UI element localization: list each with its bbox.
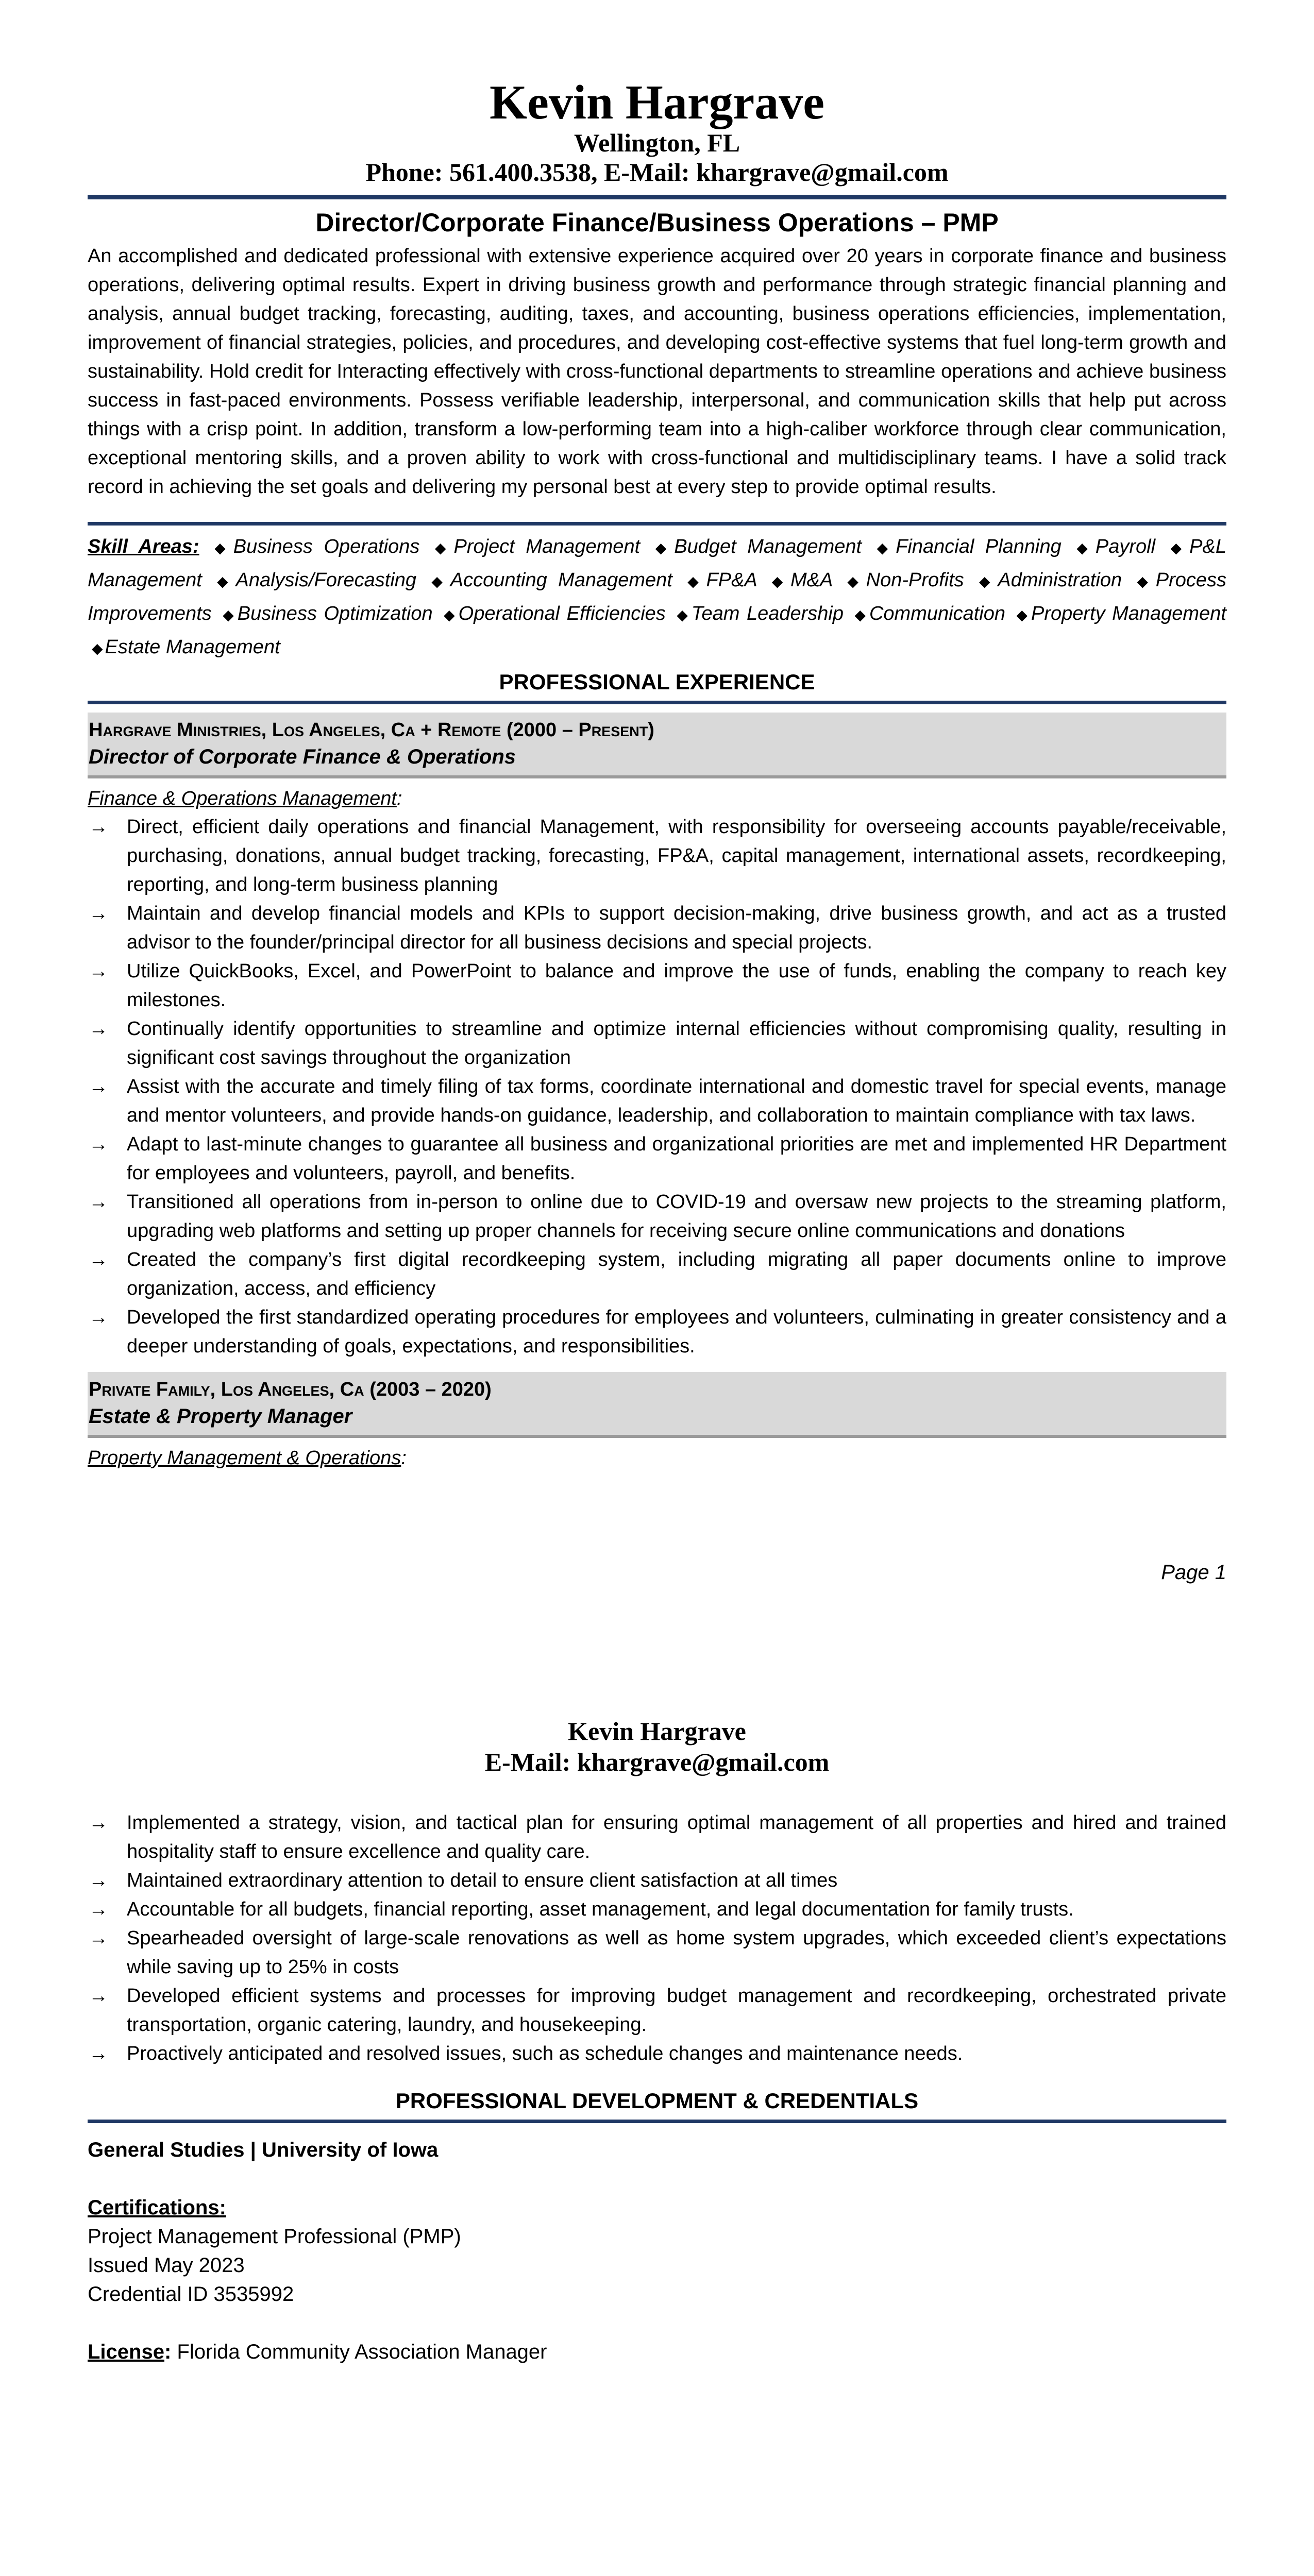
skill-areas-label: Skill Areas: bbox=[88, 535, 199, 557]
candidate-contact: Phone: 561.400.3538, E-Mail: khargrave@gmail.com bbox=[365, 158, 949, 187]
arrow-right-icon: → bbox=[89, 1306, 108, 1328]
job-subhead bbox=[88, 1444, 1226, 1472]
job-bullet-text: Proactively anticipated and resolved issues, such as schedule changes and maintenance needs. bbox=[127, 2043, 963, 2064]
job-company: Hargrave Ministries, Los Angeles, Ca + Remote (2000 – Present) bbox=[89, 719, 654, 741]
job-bullet-text: Assist with the accurate and timely filing of tax forms, coordinate international and domestic travel for special events, manage and mentor volunteers, and provide hands-on guidance, leadership, and collaboration to maintain compliance with tax laws. bbox=[127, 1075, 1226, 1126]
skill-areas bbox=[88, 531, 1226, 665]
diamond-bullet-icon: ◆ bbox=[655, 539, 672, 556]
job-bullet bbox=[88, 1130, 1226, 1188]
job-bullet-text: Developed efficient systems and processes for improving budget management and recordkeeping, orchestrated private transportation, organic catering, laundry, and housekeeping. bbox=[127, 1985, 1226, 2036]
job-bullet-text: Maintain and develop financial models and KPIs to support decision-making, drive business growth, and act as a trusted advisor to the founder/principal director for all business decisions and special projects. bbox=[127, 902, 1226, 953]
candidate-location: Wellington, FL bbox=[574, 128, 740, 157]
job-bullet-text: Spearheaded oversight of large-scale renovations as well as home system upgrades, which exceeded client’s expectations while saving up to 25% in costs bbox=[127, 1927, 1226, 1978]
job-bullet bbox=[88, 957, 1226, 1014]
skill-item: Business Operations bbox=[233, 535, 420, 557]
candidate-name: Kevin Hargrave bbox=[489, 76, 824, 129]
job-subhead-colon: : bbox=[401, 1447, 407, 1469]
diamond-bullet-icon: ◆ bbox=[1137, 573, 1154, 589]
job-bullet-text: Transitioned all operations from in-person to online due to COVID-19 and oversaw new projects to the streaming platform, upgrading web platforms and setting up proper channels for receiving secure online communications and donations bbox=[127, 1191, 1226, 1242]
arrow-right-icon: → bbox=[89, 1927, 108, 1949]
resume-headline: Director/Corporate Finance/Business Operations – PMP bbox=[315, 208, 999, 237]
license-entry bbox=[88, 2337, 1226, 2366]
arrow-right-icon: → bbox=[89, 1985, 108, 2007]
certification-name: Project Management Professional (PMP) bbox=[88, 2225, 461, 2248]
skills-divider bbox=[88, 522, 1226, 526]
job-bullet bbox=[88, 1014, 1226, 1072]
job-bullet bbox=[88, 1303, 1226, 1361]
skill-item: Property Management bbox=[1031, 602, 1226, 624]
diamond-bullet-icon: ◆ bbox=[677, 606, 689, 623]
candidate-name-repeat: Kevin Hargrave bbox=[568, 1717, 746, 1745]
job-bullet bbox=[88, 1245, 1226, 1303]
job-title: Estate & Property Manager bbox=[89, 1404, 352, 1428]
job-header-private-family bbox=[88, 1372, 1226, 1438]
skill-item: Process Improvements bbox=[88, 569, 1227, 624]
arrow-right-icon: → bbox=[89, 902, 108, 924]
job-bullet bbox=[88, 1924, 1226, 1981]
job-bullet bbox=[88, 1895, 1226, 1924]
job-bullet-text: Direct, efficient daily operations and financial Management, with responsibility for overseeing accounts payable/receivable, purchasing, donations, annual budget tracking, forecasting, FP&A, capital management, international assets, recordkeeping, reporting, and long-term business planning bbox=[127, 816, 1226, 895]
experience-divider bbox=[88, 701, 1226, 704]
job-bullet bbox=[88, 1808, 1226, 1866]
diamond-bullet-icon: ◆ bbox=[1076, 539, 1093, 556]
skill-item: M&A bbox=[790, 569, 832, 591]
job-subhead-text: Property Management & Operations bbox=[88, 1447, 401, 1469]
arrow-right-icon: → bbox=[89, 1812, 108, 1834]
arrow-right-icon: → bbox=[89, 1075, 108, 1097]
job-bullet bbox=[88, 1981, 1226, 2039]
job-company: Private Family, Los Angeles, Ca (2003 – 2020) bbox=[89, 1378, 492, 1400]
skill-item: P&L Management bbox=[88, 535, 1226, 591]
professional-summary: An accomplished and dedicated professional with extensive experience acquired over 20 years in corporate finance and business operations, delivering optimal results. Expert in driving business growth and performance through strategic financial planning and analysis, annual budget tracking, forecasting, auditing, taxes, and accounting, business operations efficiencies, implementation, improvement of financial strategies, policies, and procedures, and developing cost-effective systems that fuel long-term growth and sustainability. Hold credit for Interacting effectively with cross-functional departments to streamline operations and achieve business success in fast-paced environments. Possess verifiable leadership, interpersonal, and communication skills that help put across things with a crisp point. In addition, transform a low-performing team into a high-caliber workforce through clear communication, exceptional mentoring skills, and a proven ability to work with cross-functional and multidisciplinary teams. I have a solid track record in achieving the set goals and delivering my personal best at every step to provide optimal results. bbox=[88, 245, 1226, 498]
candidate-email-repeat: E-Mail: khargrave@gmail.com bbox=[484, 1748, 830, 1776]
skill-item: Non-Profits bbox=[866, 569, 964, 591]
job-subhead bbox=[88, 785, 1226, 812]
job-header-hargrave-ministries bbox=[88, 713, 1226, 778]
credentials-divider bbox=[88, 2120, 1226, 2123]
job-bullet bbox=[88, 1072, 1226, 1130]
diamond-bullet-icon: ◆ bbox=[431, 573, 448, 589]
certification-credential-id: Credential ID 3535992 bbox=[88, 2283, 294, 2306]
arrow-right-icon: → bbox=[89, 1018, 108, 1040]
header-divider bbox=[88, 195, 1226, 199]
diamond-bullet-icon: ◆ bbox=[1016, 606, 1029, 623]
education-entry: General Studies | University of Iowa bbox=[88, 2139, 439, 2161]
skill-item: Financial Planning bbox=[896, 535, 1062, 557]
diamond-bullet-icon: ◆ bbox=[223, 606, 235, 623]
job-bullet-text: Developed the first standardized operating procedures for employees and volunteers, culminating in greater consistency and a deeper understanding of goals, expectations, and responsibilities. bbox=[127, 1306, 1226, 1357]
job-bullet-list bbox=[88, 812, 1226, 1361]
job-bullet-text: Maintained extraordinary attention to detail to ensure client satisfaction at all times bbox=[127, 1870, 838, 1891]
skill-item: Payroll bbox=[1095, 535, 1156, 557]
skill-item: Analysis/Forecasting bbox=[235, 569, 417, 591]
diamond-bullet-icon: ◆ bbox=[979, 573, 996, 589]
diamond-bullet-icon: ◆ bbox=[854, 606, 867, 623]
certifications-label-colon: : bbox=[219, 2196, 226, 2219]
page-number: Page 1 bbox=[1161, 1561, 1226, 1584]
diamond-bullet-icon: ◆ bbox=[92, 640, 103, 656]
job-bullet bbox=[88, 1188, 1226, 1245]
arrow-right-icon: → bbox=[89, 960, 108, 982]
arrow-right-icon: → bbox=[89, 1191, 108, 1213]
arrow-right-icon: → bbox=[89, 1899, 108, 1920]
arrow-right-icon: → bbox=[89, 1133, 108, 1155]
job-bullet bbox=[88, 1866, 1226, 1895]
resume-page-1 bbox=[88, 77, 1226, 1674]
arrow-right-icon: → bbox=[89, 1870, 108, 1891]
diamond-bullet-icon: ◆ bbox=[434, 539, 452, 556]
diamond-bullet-icon: ◆ bbox=[214, 539, 231, 556]
skill-item: Business Optimization bbox=[237, 602, 433, 624]
job-bullet-text: Utilize QuickBooks, Excel, and PowerPoint to balance and improve the use of funds, enabling the company to reach key milestones. bbox=[127, 960, 1226, 1011]
job-subhead-text: Finance & Operations Management bbox=[88, 787, 397, 809]
experience-section-title: PROFESSIONAL EXPERIENCE bbox=[499, 669, 815, 694]
job-subhead-colon: : bbox=[396, 787, 402, 809]
skill-areas-list bbox=[88, 536, 1226, 658]
diamond-bullet-icon: ◆ bbox=[847, 573, 864, 589]
diamond-bullet-icon: ◆ bbox=[771, 573, 789, 589]
arrow-right-icon: → bbox=[89, 816, 108, 838]
license-value: Florida Community Association Manager bbox=[171, 2341, 547, 2363]
diamond-bullet-icon: ◆ bbox=[1170, 539, 1188, 556]
skill-item: Administration bbox=[998, 569, 1122, 591]
job-bullet-text: Continually identify opportunities to streamline and optimize internal efficiencies without compromising quality, resulting in significant cost savings throughout the organization bbox=[127, 1018, 1226, 1069]
job-bullet-text: Created the company’s first digital recordkeeping system, including migrating all paper documents online to improve organization, access, and efficiency bbox=[127, 1248, 1226, 1299]
certification-issued: Issued May 2023 bbox=[88, 2254, 245, 2277]
skill-item: Team Leadership bbox=[691, 602, 844, 624]
skill-item: Accounting Management bbox=[450, 569, 672, 591]
diamond-bullet-icon: ◆ bbox=[217, 573, 234, 589]
skill-item: FP&A bbox=[706, 569, 757, 591]
job-bullet-text: Adapt to last-minute changes to guarantee all business and organizational priorities are met and implemented HR Department for employees and volunteers, payroll, and benefits. bbox=[127, 1133, 1226, 1184]
job-bullet bbox=[88, 2039, 1226, 2068]
job-bullet-list bbox=[88, 1808, 1226, 2068]
skill-item: Operational Efficiencies bbox=[458, 602, 666, 624]
job-bullet-text: Implemented a strategy, vision, and tactical plan for ensuring optimal management of all properties and hired and trained hospitality staff to ensure excellence and quality care. bbox=[127, 1812, 1226, 1862]
diamond-bullet-icon: ◆ bbox=[877, 539, 894, 556]
license-label: License bbox=[88, 2341, 164, 2363]
certifications-label bbox=[88, 2193, 1226, 2222]
job-bullet bbox=[88, 812, 1226, 899]
skill-item: Communication bbox=[869, 602, 1005, 624]
resume-page-2 bbox=[88, 1700, 1226, 2576]
job-bullet bbox=[88, 899, 1226, 957]
diamond-bullet-icon: ◆ bbox=[444, 606, 457, 623]
license-label-colon: : bbox=[164, 2341, 172, 2363]
diamond-bullet-icon: ◆ bbox=[687, 573, 704, 589]
job-bullet-text: Accountable for all budgets, financial reporting, asset management, and legal documentation for family trusts. bbox=[127, 1899, 1074, 1920]
skill-item: Budget Management bbox=[674, 535, 862, 557]
arrow-right-icon: → bbox=[89, 1248, 108, 1270]
certifications-label-text: Certifications bbox=[88, 2196, 220, 2219]
skill-item: Project Management bbox=[453, 535, 641, 557]
arrow-right-icon: → bbox=[89, 2043, 108, 2064]
job-title: Director of Corporate Finance & Operations bbox=[89, 745, 516, 768]
credentials-section-title: PROFESSIONAL DEVELOPMENT & CREDENTIALS bbox=[395, 2089, 919, 2113]
skill-item: Estate Management bbox=[105, 636, 280, 658]
